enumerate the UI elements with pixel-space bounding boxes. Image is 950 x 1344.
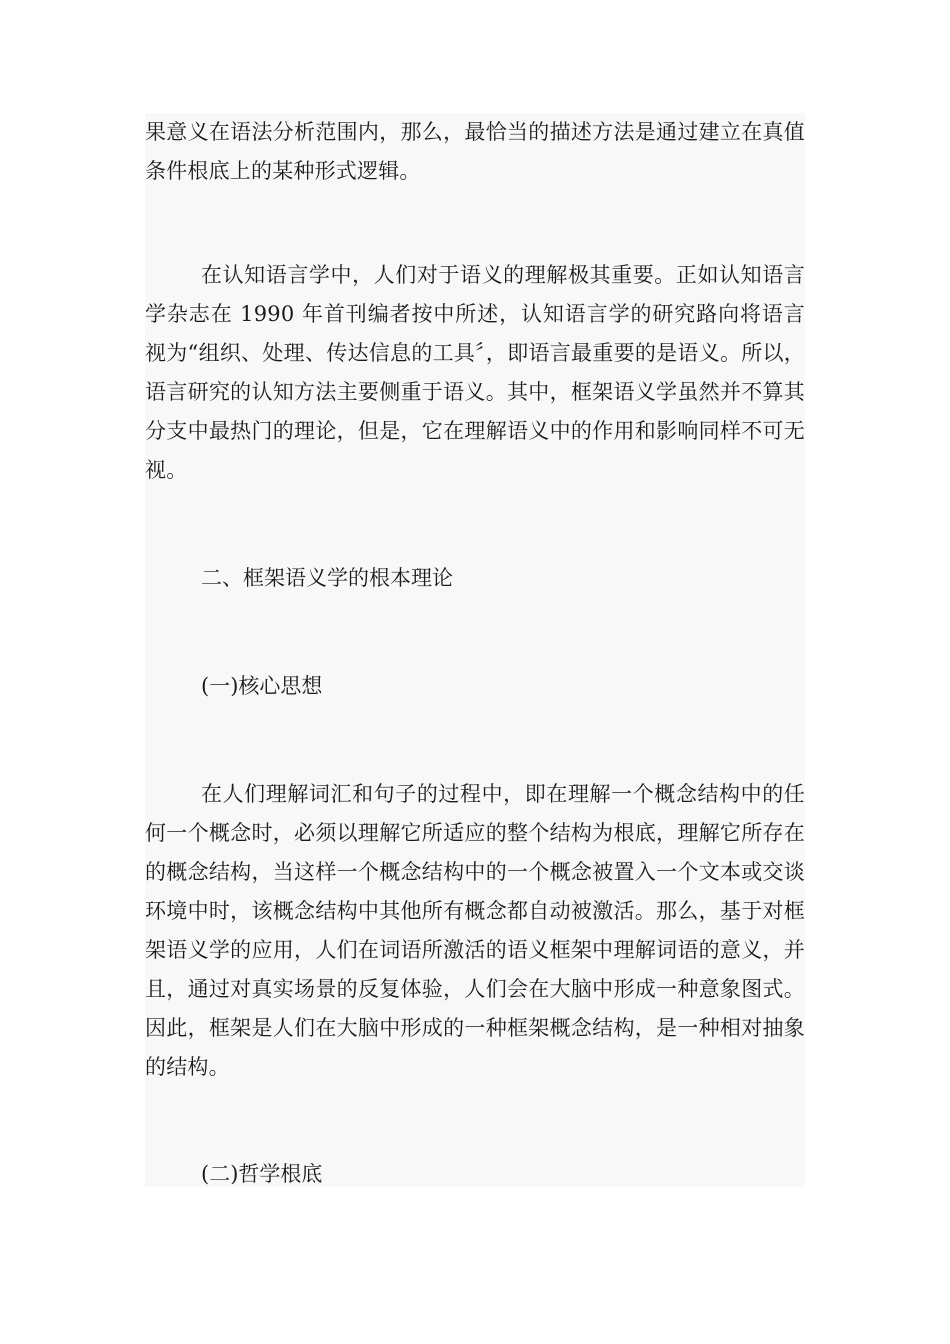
- subsection-heading-philosophy: (二)哲学根底: [201, 1162, 323, 1186]
- document-page: [145, 113, 805, 1187]
- paragraph-continuation: 果意义在语法分析范围内，那么，最恰当的描述方法是通过建立在真值条件根底上的某种形式逻辑。: [145, 120, 805, 183]
- paragraph-cognitive-linguistics: 在认知语言学中，人们对于语义的理解极其重要。正如认知语言学杂志在 1990 年首刊编者按中所述，认知语言学的研究路向将语言视为“组织、处理、传达信息的工具〞，即语言最重要的是语义。所以，语言研究的认知方法主要侧重于语义。其中，框架语义学虽然并不算其分支中最热门的理论，但是，它在理解语义中的作用和影响同样不可无视。: [145, 263, 805, 482]
- section-heading: 二、框架语义学的根本理论: [201, 566, 453, 590]
- subsection-heading-core-idea: (一)核心思想: [201, 674, 323, 698]
- paragraph-core-idea: 在人们理解词汇和句子的过程中，即在理解一个概念结构中的任何一个概念时，必须以理解它所适应的整个结构为根底，理解它所存在的概念结构，当这样一个概念结构中的一个概念被置入一个文本或交谈环境中时，该概念结构中其他所有概念都自动被激活。那么，基于对框架语义学的应用，人们在词语所激活的语义框架中理解词语的意义，并且，通过对真实场景的反复体验，人们会在大脑中形成一种意象图式。因此，框架是人们在大脑中形成的一种框架概念结构，是一种相对抽象的结构。: [145, 782, 805, 1079]
